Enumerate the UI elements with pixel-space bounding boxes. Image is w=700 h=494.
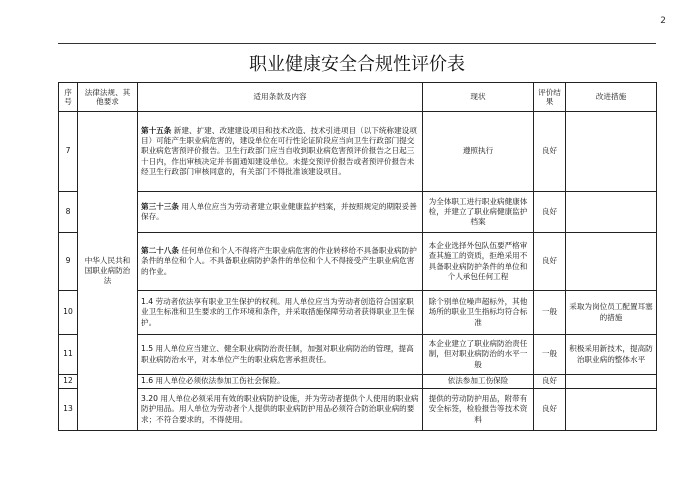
clause-text: 新建、扩建、改建建设项目和技术改造、技术引进项目（以下统称建设项目）可能产生职业病危害的，建设单位在可行性论证阶段应当向卫生行政部门提交职业病危害预评价报告。卫生行政部门应当自收到职业病危害预评价报告之日起三十日内，作出审核决定并书面通知建设单位。未提交预评价报告或者预评价报告未经卫生行政部门审核同意的，有关部门不得批准该建设项目。 <box>141 126 417 176</box>
result-cell: 良好 <box>534 192 566 233</box>
table-row <box>59 389 657 431</box>
article-number: 第十五条 <box>141 126 172 136</box>
header-no: 序号 <box>59 83 78 112</box>
table-row <box>59 335 657 375</box>
clause-cell: 1.4 劳动者依法享有职业卫生保护的权利。用人单位应当为劳动者创造符合国家职业卫生标准和卫生要求的工作环境和条件，并采取措施保障劳动者获得职业卫生保护。 <box>138 291 423 335</box>
clause-cell: 3.20 用人单位必须采用有效的职业病防护设施，并为劳动者提供个人使用的职业病防护用品。用人单位为劳动者个人提供的职业病防护用品必须符合防治职业病的要求；不符合要求的，不得使用。 <box>138 389 423 431</box>
measure-cell <box>566 192 657 233</box>
article-number: 第三十三条 <box>141 201 179 211</box>
result-cell: 良好 <box>534 375 566 389</box>
row-number: 7 <box>59 112 78 192</box>
row-number: 8 <box>59 192 78 233</box>
article-number: 第二十八条 <box>141 246 179 256</box>
table-row <box>59 192 657 233</box>
row-number: 9 <box>59 233 78 291</box>
compliance-evaluation-table <box>58 82 657 431</box>
result-cell: 良好 <box>534 389 566 431</box>
status-cell: 本企业选择外包队伍要严格审查其施工的资质，拒绝采用不具备职业病防护条件的单位和个人承包任何工程 <box>423 233 534 291</box>
result-cell: 一般 <box>534 291 566 335</box>
result-cell: 良好 <box>534 112 566 192</box>
result-cell: 良好 <box>534 233 566 291</box>
header-clause: 适用条款及内容 <box>138 83 423 112</box>
table-row <box>59 375 657 389</box>
header-result: 评价结果 <box>534 83 566 112</box>
status-cell: 除个别单位噪声超标外，其他场所的职业卫生指标均符合标准 <box>423 291 534 335</box>
row-number: 11 <box>59 335 78 375</box>
measure-cell <box>566 375 657 389</box>
measure-cell: 积极采用新技术，提高防治职业病的整体水平 <box>566 335 657 375</box>
clause-cell <box>138 233 423 291</box>
table-row <box>59 233 657 291</box>
header-rule <box>58 43 656 44</box>
status-cell: 为全体职工进行职业病健康体检，并建立了职业病健康监护档案 <box>423 192 534 233</box>
page-number: 2 <box>660 16 666 26</box>
measure-cell: 采取为岗位员工配置耳塞的措施 <box>566 291 657 335</box>
header-status: 现状 <box>423 83 534 112</box>
status-cell: 提供的劳动防护用品，附带有安全标签，检验报告等技术资料 <box>423 389 534 431</box>
clause-cell: 1.6 用人单位必须依法参加工伤社会保险。 <box>138 375 423 389</box>
status-cell: 遵照执行 <box>423 112 534 192</box>
row-number: 12 <box>59 375 78 389</box>
row-number: 13 <box>59 389 78 431</box>
header-measure: 改进措施 <box>566 83 657 112</box>
table-header-row <box>59 83 657 112</box>
clause-cell: 1.5 用人单位应当建立、健全职业病防治责任制，加强对职业病防治的管理，提高职业病防治水平，对本单位产生的职业病危害承担责任。 <box>138 335 423 375</box>
status-cell: 依法参加工伤保险 <box>423 375 534 389</box>
table-row <box>59 291 657 335</box>
clause-cell <box>138 112 423 192</box>
measure-cell <box>566 233 657 291</box>
measure-cell <box>566 112 657 192</box>
law-name-cell: 中华人民共和国职业病防治法 <box>78 112 138 431</box>
header-law: 法律法规、其他要求 <box>78 83 138 112</box>
clause-cell <box>138 192 423 233</box>
clause-text: 用人单位应当为劳动者建立职业健康监护档案，并按照规定的期限妥善保存。 <box>141 201 417 221</box>
result-cell: 一般 <box>534 335 566 375</box>
table-row <box>59 112 657 192</box>
row-number: 10 <box>59 291 78 335</box>
measure-cell <box>566 389 657 431</box>
clause-text: 任何单位和个人不得将产生职业病危害的作业转移给不具备职业病防护条件的单位和个人。不具备职业病防护条件的单位和个人不得接受产生职业病危害的作业。 <box>141 246 417 276</box>
document-title: 职业健康安全合规性评价表 <box>249 54 465 75</box>
status-cell: 本企业建立了职业病防治责任制，但对职业病防治的水平一般 <box>423 335 534 375</box>
